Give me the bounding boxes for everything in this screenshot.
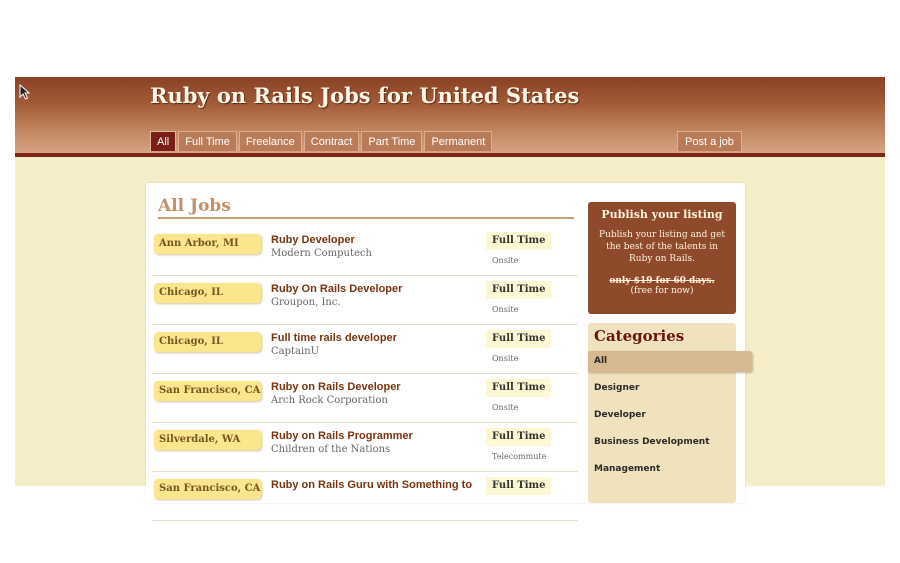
job-company: Children of the Nations — [271, 444, 391, 455]
job-location-badge: Chicago, IL — [154, 283, 261, 303]
job-row[interactable] — [152, 227, 578, 276]
browser-viewport — [15, 77, 885, 494]
job-type-badge: Full Time — [486, 281, 551, 299]
job-work-mode: Telecommute — [492, 452, 547, 461]
job-type-badge: Full Time — [486, 428, 551, 446]
tab-contract[interactable]: Contract — [304, 131, 360, 151]
job-work-mode: Onsite — [492, 403, 519, 412]
job-title-link[interactable]: Ruby on Rails Programmer — [271, 430, 413, 442]
category-business-development[interactable]: Business Development — [594, 437, 710, 447]
site-header — [15, 77, 885, 157]
job-location-badge: Silverdale, WA — [154, 430, 261, 450]
job-row[interactable] — [152, 472, 578, 521]
category-designer[interactable]: Designer — [594, 383, 640, 393]
categories-panel — [588, 323, 736, 503]
job-title-link[interactable]: Ruby on Rails Guru with Something to — [271, 479, 473, 491]
tab-all[interactable]: All — [150, 131, 176, 151]
job-row[interactable] — [152, 374, 578, 423]
job-location-badge: Ann Arbor, MI — [154, 234, 261, 254]
categories-title: Categories — [594, 327, 685, 345]
category-management[interactable]: Management — [594, 464, 661, 474]
job-row[interactable] — [152, 423, 578, 472]
job-type-badge: Full Time — [486, 232, 551, 250]
main-content — [146, 183, 745, 503]
job-company: Modern Computech — [271, 248, 372, 259]
job-title-link[interactable]: Ruby on Rails Developer — [271, 381, 401, 393]
job-type-tabs — [150, 131, 494, 151]
job-work-mode: Onsite — [492, 305, 519, 314]
category-all[interactable]: All — [588, 351, 752, 372]
job-company: CaptainU — [271, 346, 320, 357]
tab-permanent[interactable]: Permanent — [424, 131, 492, 151]
job-work-mode: Onsite — [492, 354, 519, 363]
job-title-link[interactable]: Ruby Developer — [271, 234, 355, 246]
publish-price: only $19 for 60 days. — [609, 276, 715, 286]
job-type-badge: Full Time — [486, 330, 551, 348]
categories-list — [588, 351, 754, 486]
category-developer[interactable]: Developer — [594, 410, 646, 420]
publish-free-note: (free for now) — [630, 286, 694, 296]
publish-listing-box[interactable] — [588, 202, 736, 314]
job-company: Arch Rock Corporation — [271, 395, 388, 406]
page-title: All Jobs — [158, 196, 574, 219]
job-list — [152, 227, 578, 521]
tab-part-time[interactable]: Part Time — [361, 131, 422, 151]
job-location-badge: San Francisco, CA — [154, 381, 261, 401]
job-type-badge: Full Time — [486, 379, 551, 397]
job-location-badge: San Francisco, CA — [154, 479, 261, 499]
job-company: Groupon, Inc. — [271, 297, 341, 308]
job-row[interactable] — [152, 325, 578, 374]
tab-freelance[interactable]: Freelance — [239, 131, 302, 151]
post-job-button[interactable]: Post a job — [677, 131, 742, 151]
job-title-link[interactable]: Ruby On Rails Developer — [271, 283, 403, 295]
mouse-pointer-icon — [19, 84, 31, 100]
job-title-link[interactable]: Full time rails developer — [271, 332, 397, 344]
job-row[interactable] — [152, 276, 578, 325]
publish-title: Publish your listing — [601, 208, 723, 221]
job-type-badge: Full Time — [486, 477, 551, 495]
job-location-badge: Chicago, IL — [154, 332, 261, 352]
tab-full-time[interactable]: Full Time — [178, 131, 237, 151]
site-title: Ruby on Rails Jobs for United States — [150, 83, 580, 108]
job-work-mode: Onsite — [492, 256, 519, 265]
publish-text: Publish your listing and get the best of the talents in Ruby on Rails. — [599, 230, 725, 264]
